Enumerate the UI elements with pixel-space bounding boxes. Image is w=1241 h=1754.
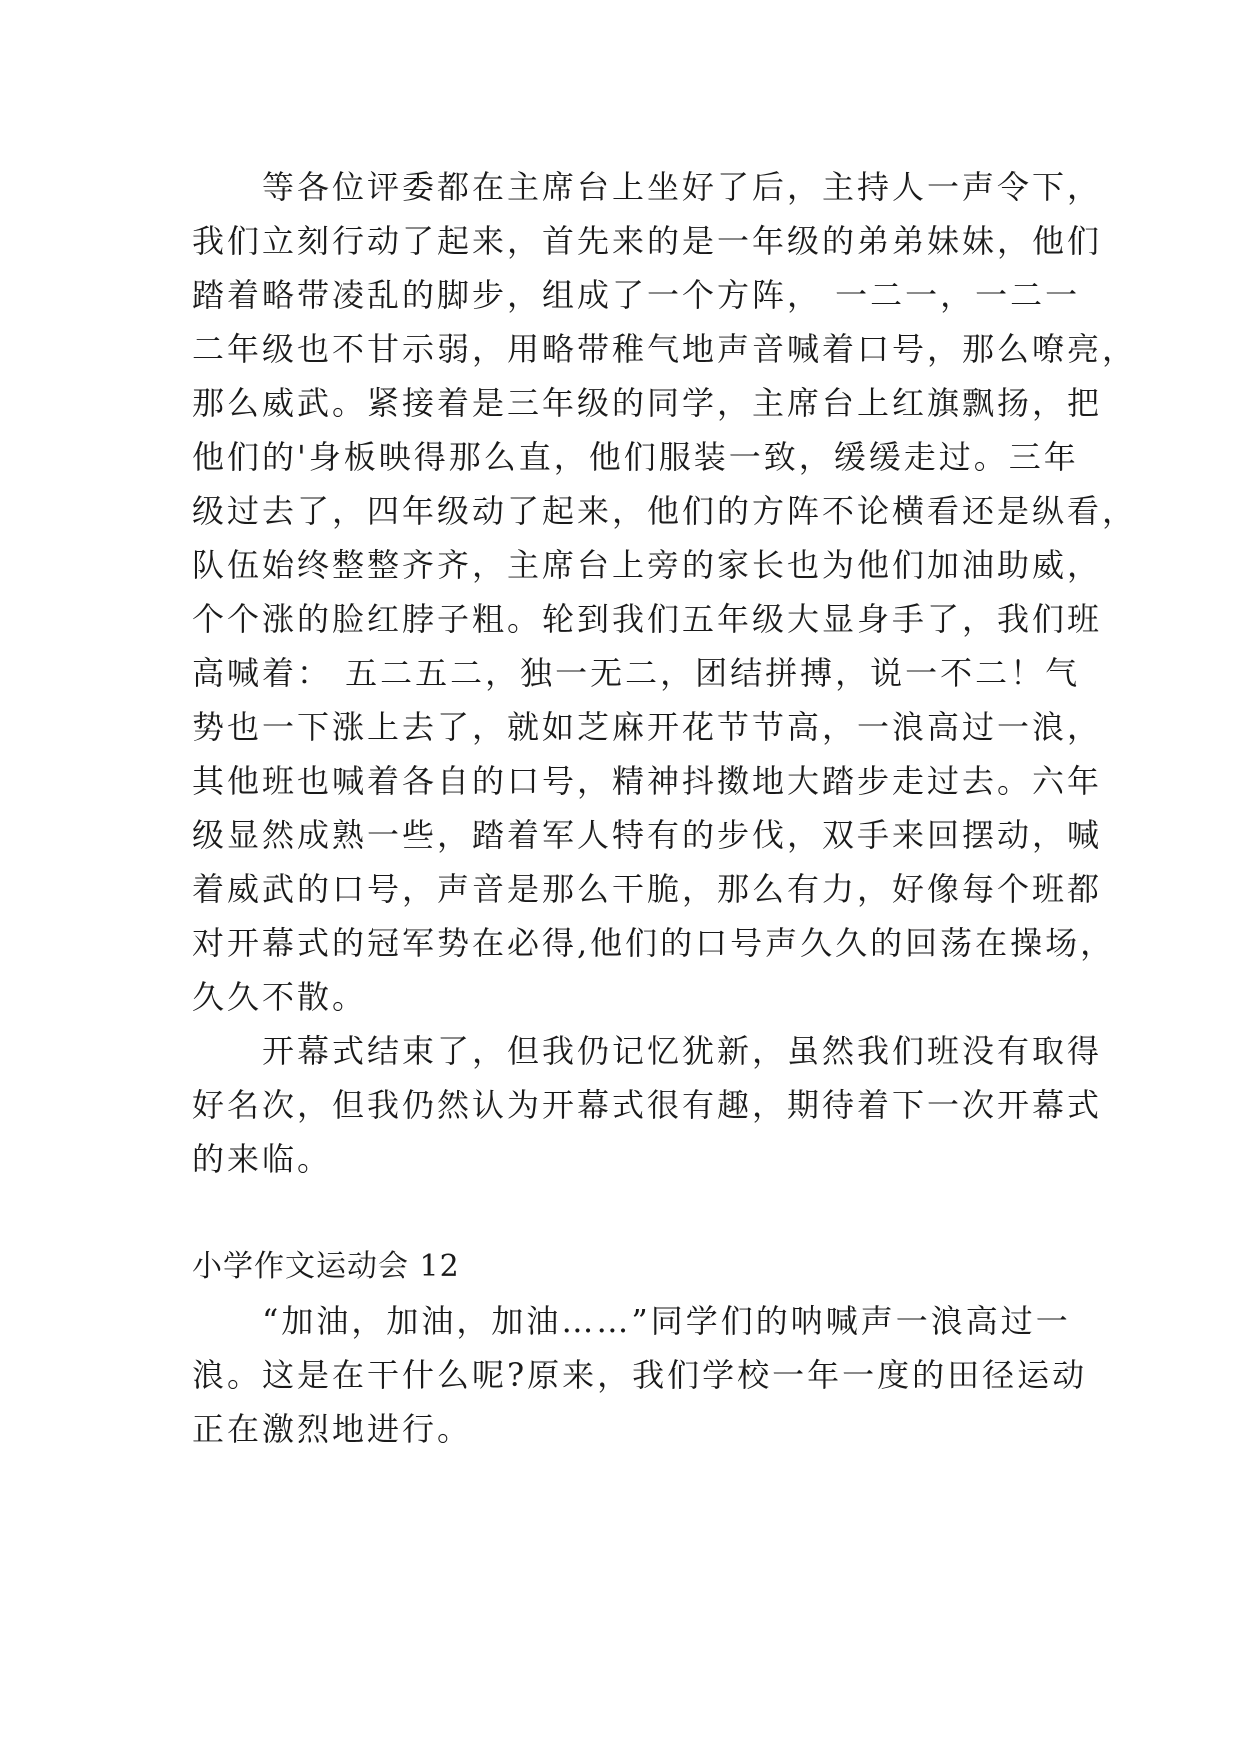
- paragraph-sports-meet: [192, 1294, 1088, 1456]
- text-line: 正在激烈地进行。: [192, 1410, 473, 1448]
- text-line: “加油，加油，加油……”同学们的呐喊声一浪高过一: [262, 1302, 1071, 1340]
- text-line: 浪。这是在干什么呢?原来，我们学校一年一度的田径运动: [192, 1356, 1088, 1394]
- text-line: 着威武的口号，声音是那么干脆，那么有力，好像每个班都: [192, 870, 1103, 908]
- text-line: 我们立刻行动了起来，首先来的是一年级的弟弟妹妹，他们: [192, 222, 1103, 260]
- text-line: 的来临。: [192, 1140, 333, 1178]
- text-line: 他们的'身板映得那么直，他们服装一致，缓缓走过。三年: [192, 438, 1079, 476]
- section-title: 小学作文运动会 12: [192, 1249, 460, 1284]
- text-line: 级显然成熟一些，踏着军人特有的步伐，双手来回摆动，喊: [192, 816, 1103, 854]
- text-line: 队伍始终整整齐齐，主席台上旁的家长也为他们加油助威，: [192, 546, 1103, 584]
- text-line: 好名次，但我仍然认为开幕式很有趣，期待着下一次开幕式: [192, 1086, 1103, 1124]
- text-line: 开幕式结束了，但我仍记忆犹新，虽然我们班没有取得: [262, 1032, 1103, 1070]
- text-line: 其他班也喊着各自的口号，精神抖擞地大踏步走过去。六年: [192, 762, 1103, 800]
- document-page: [192, 160, 1138, 1456]
- text-line: 等各位评委都在主席台上坐好了后，主持人一声令下，: [262, 168, 1103, 206]
- text-line: 势也一下涨上去了，就如芝麻开花节节高，一浪高过一浪，: [192, 708, 1103, 746]
- paragraph-opening-ceremony: [192, 160, 1138, 1024]
- text-line: 二年级也不甘示弱，用略带稚气地声音喊着口号，那么嘹亮，: [192, 330, 1138, 368]
- text-line: 个个涨的脸红脖子粗。轮到我们五年级大显身手了，我们班: [192, 600, 1103, 638]
- text-line: 踏着略带凌乱的脚步，组成了一个方阵， 一二一，一二一: [192, 276, 1081, 314]
- section-spacer: [192, 1186, 1062, 1240]
- text-line: 高喊着： 五二五二，独一无二，团结拼搏，说一不二！气: [192, 654, 1081, 692]
- text-line: 那么威武。紧接着是三年级的同学，主席台上红旗飘扬，把: [192, 384, 1103, 422]
- text-line: 级过去了，四年级动了起来，他们的方阵不论横看还是纵看，: [192, 492, 1138, 530]
- text-line: 对开幕式的冠军势在必得,他们的口号声久久的回荡在操场，: [192, 924, 1116, 962]
- text-line: 久久不散。: [192, 978, 368, 1016]
- paragraph-closing: [192, 1024, 1103, 1186]
